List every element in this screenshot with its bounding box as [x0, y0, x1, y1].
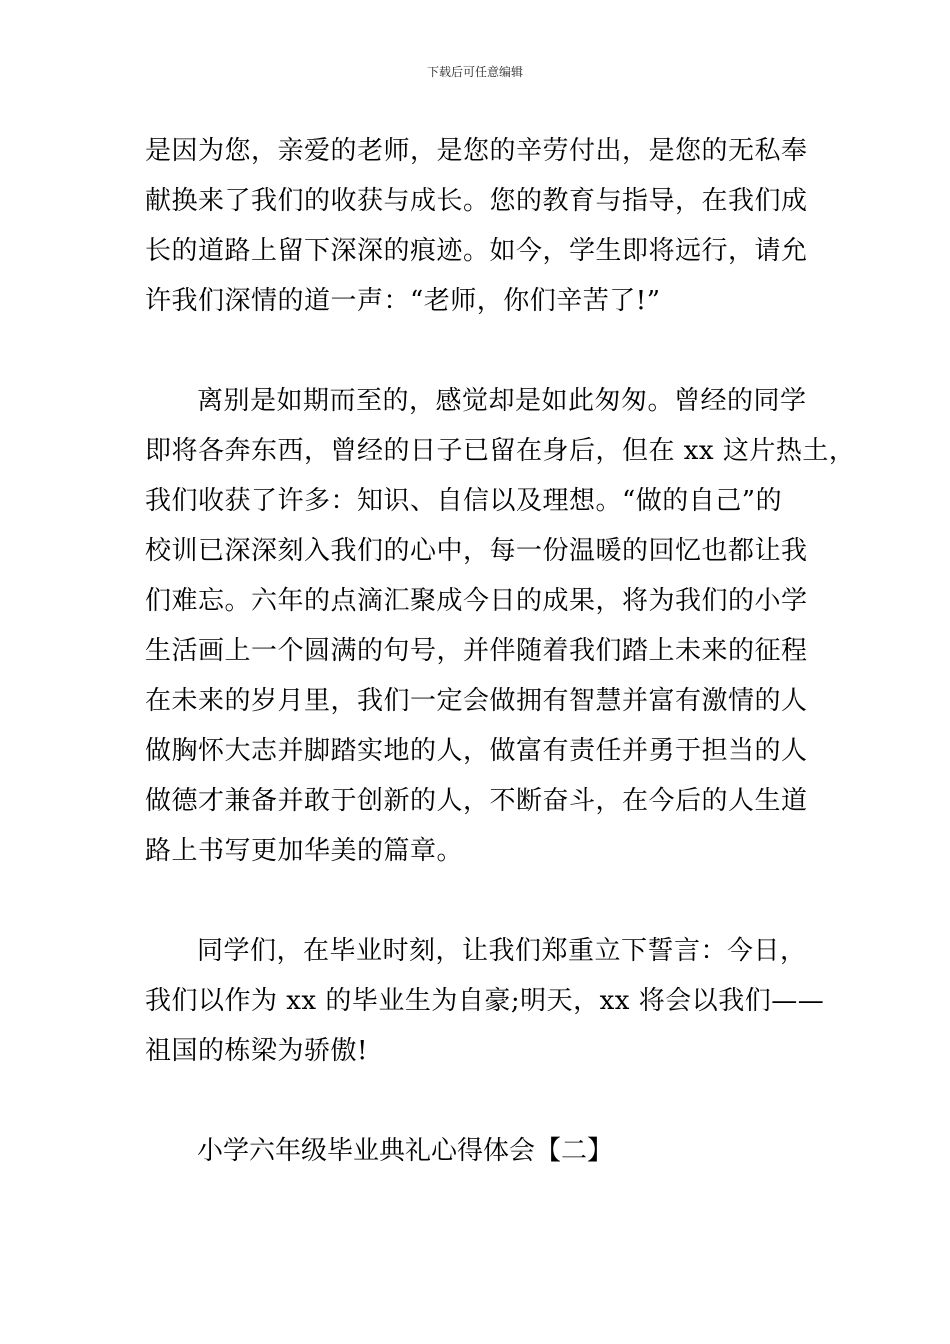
paragraph-line: 做胸怀大志并脚踏实地的人，做富有责任并勇于担当的人 — [145, 736, 808, 766]
paragraph-line: 离别是如期而至的，感觉却是如此匆匆。曾经的同学 — [197, 386, 807, 416]
paragraph-1 — [145, 126, 835, 326]
paragraph-line: 校训已深深刻入我们的心中，每一份温暖的回忆也都让我 — [145, 536, 808, 566]
paragraph-line: 在未来的岁月里，我们一定会做拥有智慧并富有激情的人 — [145, 686, 808, 716]
paragraph-2 — [145, 376, 856, 876]
paragraph-line: 们难忘。六年的点滴汇聚成今日的成果，将为我们的小学 — [145, 586, 808, 616]
paragraph-line: 我们收获了许多：知识、自信以及理想。“做的自己”的 — [145, 486, 783, 516]
paragraph-line: 生活画上一个圆满的句号，并伴随着我们踏上未来的征程 — [145, 636, 808, 666]
paragraph-line: 路上书写更加华美的篇章。 — [145, 836, 464, 866]
paragraph-line: 做德才兼备并敢于创新的人，不断奋斗，在今后的人生道 — [145, 786, 808, 816]
section-heading: 小学六年级毕业典礼心得体会【二】 — [197, 1136, 614, 1166]
paragraph-line: 许我们深情的道一声：“老师，你们辛苦了!” — [145, 286, 661, 316]
paragraph-line: 同学们，在毕业时刻，让我们郑重立下誓言：今日， — [197, 936, 807, 966]
paragraph-line: 长的道路上留下深深的痕迹。如今，学生即将远行，请允 — [145, 236, 808, 266]
paragraph-line: 献换来了我们的收获与成长。您的教育与指导，在我们成 — [145, 186, 808, 216]
paragraph-spacer — [145, 326, 835, 376]
paragraph-spacer — [145, 1076, 835, 1126]
paragraph-line: 即将各奔东西，曾经的日子已留在身后，但在 xx 这片热土， — [145, 436, 856, 466]
paragraph-line: 是因为您，亲爱的老师，是您的辛劳付出，是您的无私奉 — [145, 136, 808, 166]
paragraph-3 — [145, 926, 835, 1076]
page-header: 下载后可任意编辑 — [426, 65, 523, 79]
paragraph-line: 祖国的栋梁为骄傲! — [145, 1036, 368, 1066]
paragraph-line: 我们以作为 xx 的毕业生为自豪;明天，xx 将会以我们—— — [145, 986, 825, 1016]
document-body — [145, 126, 856, 1176]
paragraph-spacer — [145, 876, 835, 926]
